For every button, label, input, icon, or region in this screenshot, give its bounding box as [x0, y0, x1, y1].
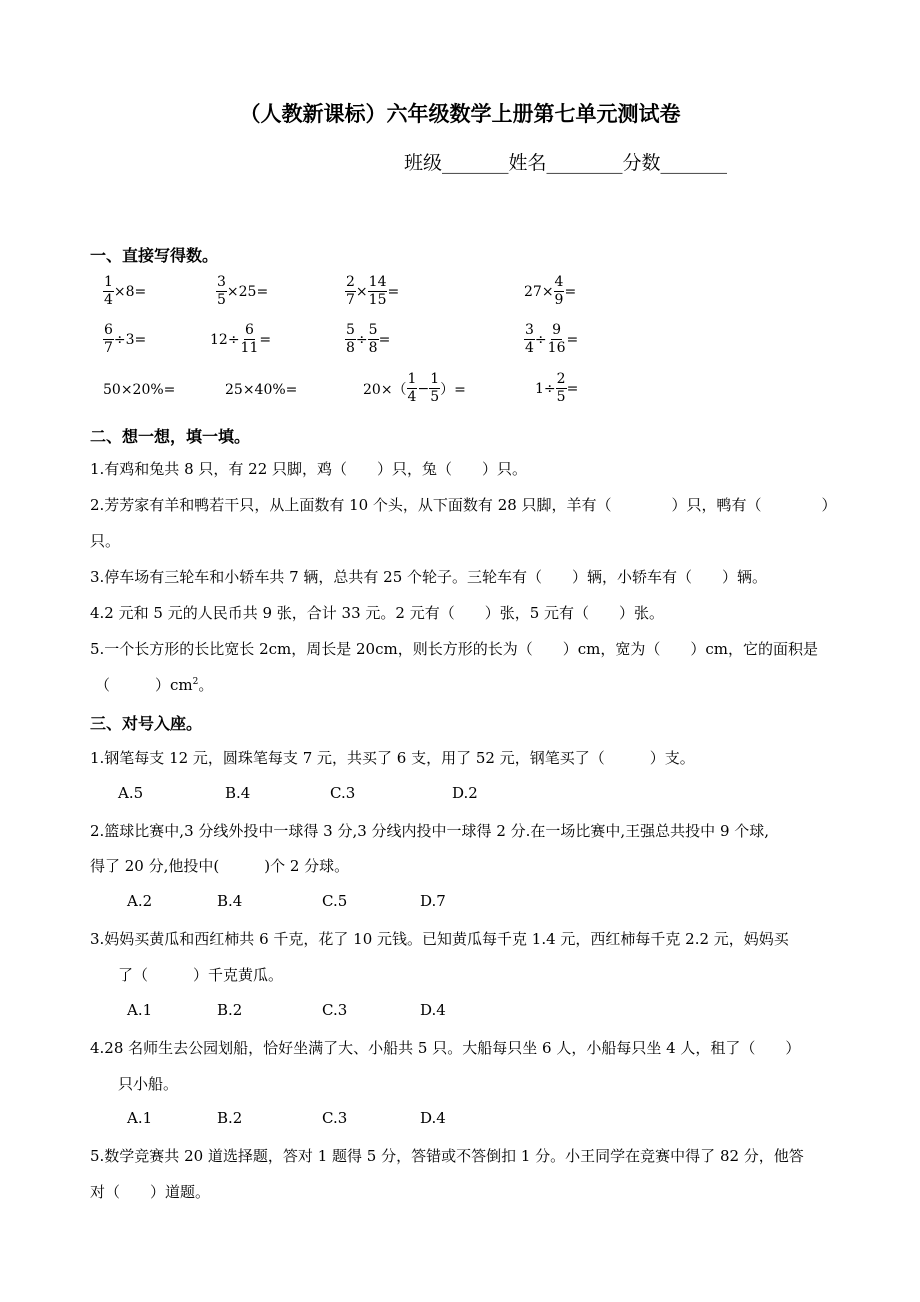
s3-q3-option-a[interactable]: A.1 [127, 1001, 153, 1019]
s3-question-2-line-1: 2.篮球比赛中,3 分线外投中一球得 3 分,3 分线内投中一球得 2 分.在一场比赛中,王强总共投中 9 个球, [90, 822, 770, 840]
calc-1-2: $\frac{3}{5}$ ×25= [217, 274, 269, 308]
s3-q2-option-d[interactable]: D.7 [420, 892, 446, 910]
s3-question-5-line-1: 5.数学竞赛共 20 道选择题，答对 1 题得 5 分，答错或不答倒扣 1 分。小王同学在竞赛中得了 82 分，他答 [90, 1147, 804, 1165]
page-title: （人教新课标）六年级数学上册第七单元测试卷 [239, 101, 681, 126]
s3-q2-option-c[interactable]: C.5 [322, 892, 348, 910]
calc-1-1: $\frac{1}{4}$ ×8= [104, 274, 147, 308]
s3-q1-option-b[interactable]: B.4 [225, 784, 251, 802]
s3-question-2-line-2: 得了 20 分,他投中( )个 2 分球。 [90, 857, 350, 875]
calc-1-3: $\frac{2}{7}$ × $\frac{14}{15}$ = [346, 274, 400, 308]
s3-question-3-line-1: 3.妈妈买黄瓜和西红柿共 6 千克，花了 10 元钱。已知黄瓜每千克 1.4 元，西红柿每千克 2.2 元，妈妈买 [90, 930, 789, 948]
s2-question-3: 3.停车场有三轮车和小轿车共 7 辆，总共有 25 个轮子。三轮车有（ ）辆，小轿车有（ ）辆。 [90, 568, 768, 586]
s3-q3-option-c[interactable]: C.3 [322, 1001, 348, 1019]
s3-question-1: 1.钢笔每支 12 元，圆珠笔每支 7 元，共买了 6 支，用了 52 元，钢笔买了（ ）支。 [90, 749, 695, 767]
s3-q1-option-a[interactable]: A.5 [118, 784, 144, 802]
section-2-heading: 二、想一想，填一填。 [90, 427, 251, 446]
section-1-heading: 一、直接写得数。 [90, 246, 219, 265]
s2-question-1: 1.有鸡和兔共 8 只，有 22 只脚，鸡（ ）只，兔（ ）只。 [90, 460, 528, 478]
calc-2-3: $\frac{5}{8}$ ÷ $\frac{5}{8}$ = [346, 322, 391, 356]
s3-q2-option-b[interactable]: B.4 [217, 892, 243, 910]
calc-2-2: 12÷ $\frac{6}{11}$ = [210, 322, 272, 356]
s3-q4-option-c[interactable]: C.3 [322, 1109, 348, 1127]
s3-q3-option-b[interactable]: B.2 [217, 1001, 243, 1019]
s3-question-4-line-1: 4.28 名师生去公园划船，恰好坐满了大、小船共 5 只。大船每只坐 6 人，小船每只坐 4 人，租了（ ） [90, 1039, 801, 1057]
student-info-line: 班级_______姓名________分数_______ [404, 152, 728, 174]
s3-q4-option-d[interactable]: D.4 [420, 1109, 446, 1127]
s3-q4-option-b[interactable]: B.2 [217, 1109, 243, 1127]
s3-question-3-line-2: 了（ ）千克黄瓜。 [118, 966, 284, 984]
calc-3-1: 50×20%= [103, 382, 176, 398]
calc-2-1: $\frac{6}{7}$ ÷3= [104, 322, 147, 356]
calc-3-2: 25×40%= [225, 382, 298, 398]
calc-3-4: 1÷ $\frac{2}{5}$ = [535, 371, 579, 405]
s2-question-5-line-1: 5.一个长方形的长比宽长 2cm，周长是 20cm，则长方形的长为（ ）cm，宽为（ ）cm，它的面积是 [90, 640, 818, 658]
s3-question-4-line-2: 只小船。 [118, 1075, 179, 1093]
s3-question-5-line-2: 对（ ）道题。 [90, 1183, 211, 1201]
section-3-heading: 三、对号入座。 [90, 714, 203, 733]
s3-q3-option-d[interactable]: D.4 [420, 1001, 446, 1019]
calc-1-4: 27× $\frac{4}{9}$ = [524, 274, 577, 308]
s2-question-5-line-2: （ ）$cm^2$。 [95, 676, 214, 694]
s3-q4-option-a[interactable]: A.1 [127, 1109, 153, 1127]
s3-q1-option-d[interactable]: D.2 [452, 784, 478, 802]
s3-q2-option-a[interactable]: A.2 [127, 892, 153, 910]
calc-2-4: $\frac{3}{4}$ ÷ $\frac{9}{16}$ = [525, 322, 579, 356]
calc-3-3: 20×（ 1 4 − $\frac{1}{5}$ ）= [363, 371, 466, 405]
s2-question-4: 4.2 元和 5 元的人民币共 9 张，合计 33 元。2 元有（ ）张，5 元有（ ）张。 [90, 604, 665, 622]
s2-question-2-line-2: 只。 [90, 532, 121, 550]
s2-question-2-line-1: 2.芳芳家有羊和鸭若干只，从上面数有 10 个头，从下面数有 28 只脚，羊有（ ）只，鸭有（ ） [90, 496, 837, 514]
s3-q1-option-c[interactable]: C.3 [330, 784, 356, 802]
